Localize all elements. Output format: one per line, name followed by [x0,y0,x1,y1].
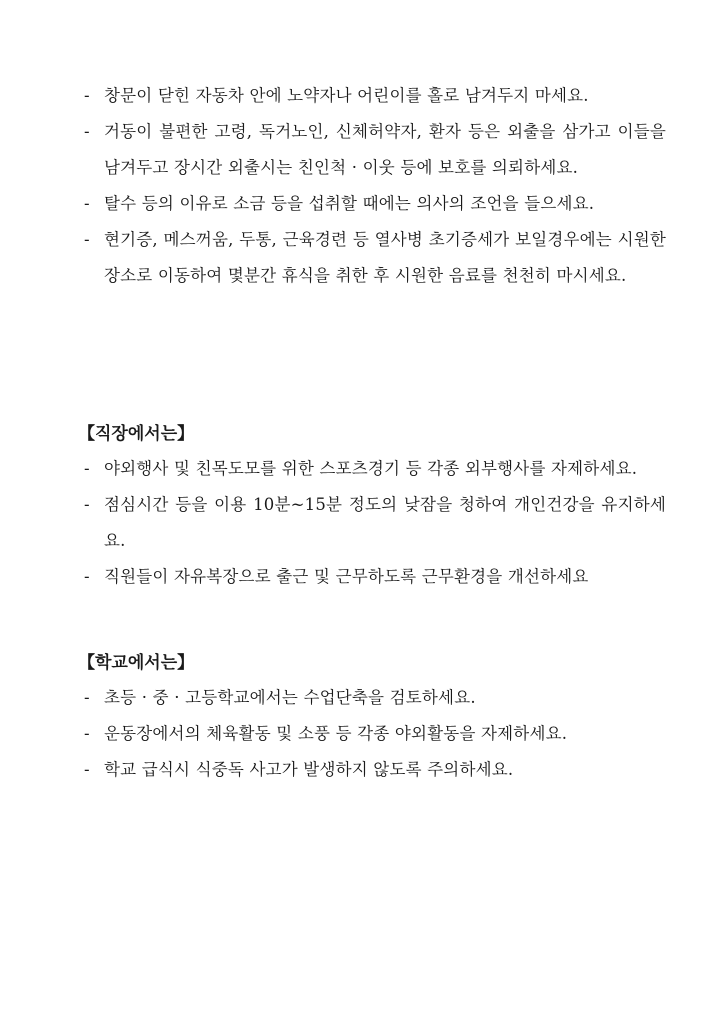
list-item-text: 운동장에서의 체육활동 및 소풍 등 각종 야외활동을 자제하세요. [104,724,568,743]
list-item [84,716,666,752]
list-item [84,752,666,788]
bullet-dash: - [84,122,90,141]
list-item [84,680,666,716]
list-item-text: 창문이 닫힌 자동차 안에 노약자나 어린이를 홀로 남겨두지 마세요. [104,86,589,105]
bullet-dash: - [84,86,90,105]
list-item [84,114,666,186]
list-item [84,487,666,559]
list-item-text: 야외행사 및 친목도모를 위한 스포츠경기 등 각종 외부행사를 자제하세요. [104,459,638,478]
bullet-dash: - [84,459,90,478]
list-item [84,451,666,487]
list-item-text: 직원들이 자유복장으로 출근 및 근무하도록 근무환경을 개선하세요 [104,567,589,586]
list-item [84,186,666,222]
list-item-text: 학교 급식시 식중독 사고가 발생하지 않도록 주의하세요. [104,760,514,779]
list-item [84,222,666,294]
list-item [84,559,666,595]
list-item-text: 점심시간 등을 이용 10분~15분 정도의 낮잠을 청하여 개인건강을 유지하세요. [104,495,666,550]
school-list [84,680,666,788]
bullet-dash: - [84,495,90,514]
workplace-heading: 【직장에서는】 [78,424,195,444]
school-heading: 【학교에서는】 [78,653,195,673]
list-item-text: 탈수 등의 이유로 소금 등을 섭취할 때에는 의사의 조언을 들으세요. [104,194,595,213]
bullet-dash: - [84,194,90,213]
list-item-text: 거동이 불편한 고령, 독거노인, 신체허약자, 환자 등은 외출을 삼가고 이들을 남겨두고 장시간 외출시는 친인척 · 이웃 등에 보호를 의뢰하세요. [104,122,666,177]
bullet-dash: - [84,688,90,707]
bullet-dash: - [84,760,90,779]
workplace-list [84,451,666,595]
bullet-dash: - [84,230,90,249]
bullet-dash: - [84,567,90,586]
general-precautions-list [84,78,666,294]
list-item-text: 현기증, 메스꺼움, 두통, 근육경련 등 열사병 초기증세가 보일경우에는 시원한 장소로 이동하여 몇분간 휴식을 취한 후 시원한 음료를 천천히 마시세요. [104,230,666,285]
list-item-text: 초등 · 중 · 고등학교에서는 수업단축을 검토하세요. [104,688,476,707]
list-item [84,78,666,114]
bullet-dash: - [84,724,90,743]
